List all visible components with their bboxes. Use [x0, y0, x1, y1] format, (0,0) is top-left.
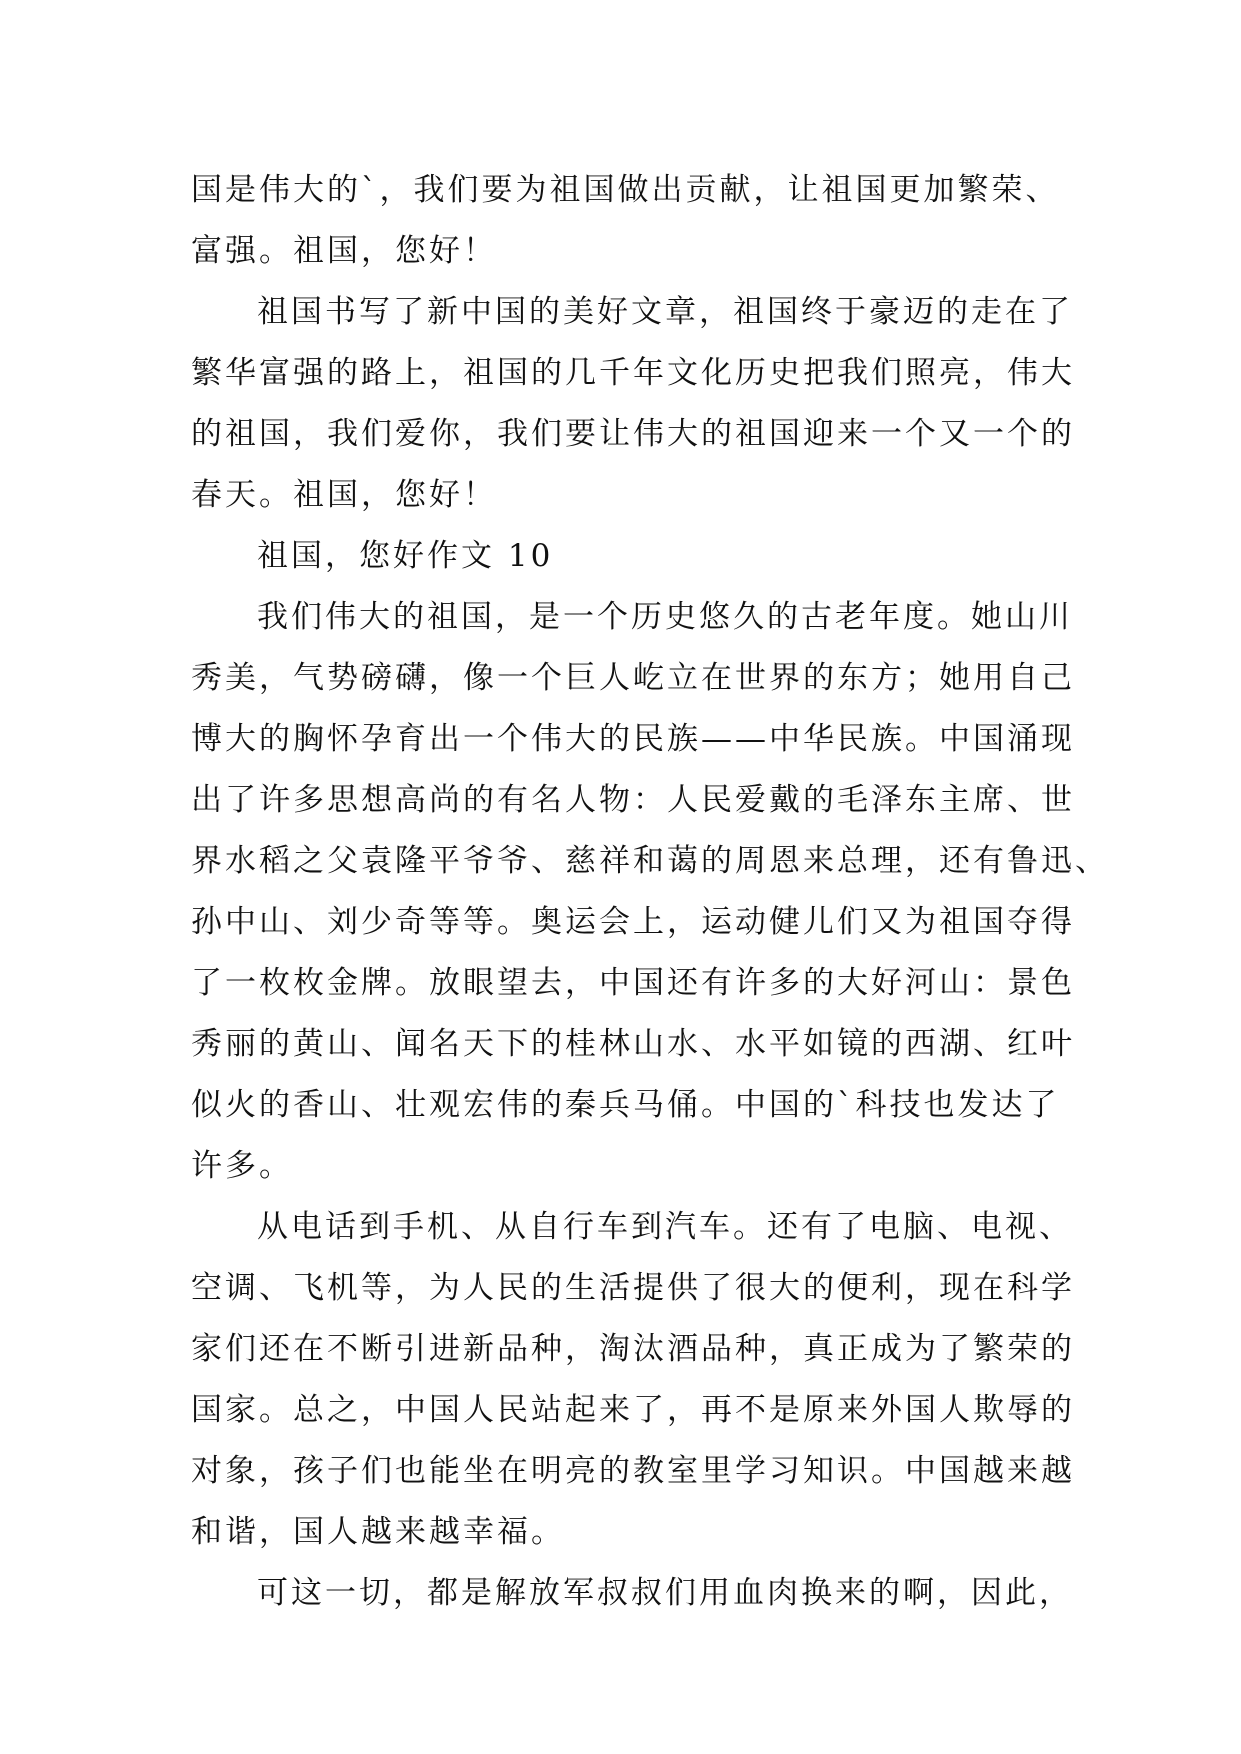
text-line: 似火的香山、壮观宏伟的秦兵马俑。中国的`科技也发达了 — [191, 1087, 1060, 1123]
text-line: 博大的胸怀孕育出一个伟大的民族——中华民族。中国涌现 — [191, 721, 1075, 757]
text-line: 富强。祖国，您好！ — [191, 233, 497, 269]
text-line: 孙中山、刘少奇等等。奥运会上，运动健儿们又为祖国夺得 — [191, 904, 1075, 940]
text-line: 可这一切，都是解放军叔叔们用血肉换来的啊，因此， — [257, 1575, 1073, 1611]
text-line: 家们还在不断引进新品种，淘汰酒品种，真正成为了繁荣的 — [191, 1331, 1075, 1367]
text-line: 从电话到手机、从自行车到汽车。还有了电脑、电视、 — [257, 1209, 1073, 1245]
text-line: 许多。 — [191, 1148, 293, 1184]
text-line: 和谐，国人越来越幸福。 — [191, 1514, 565, 1550]
text-line: 界水稻之父袁隆平爷爷、慈祥和蔼的周恩来总理，还有鲁迅、 — [191, 843, 1109, 879]
text-line: 春天。祖国，您好！ — [191, 477, 497, 513]
text-line: 空调、飞机等，为人民的生活提供了很大的便利，现在科学 — [191, 1270, 1075, 1306]
text-line: 对象，孩子们也能坐在明亮的教室里学习知识。中国越来越 — [191, 1453, 1075, 1489]
text-line: 祖国，您好作文 10 — [257, 538, 554, 574]
text-line: 的祖国，我们爱你，我们要让伟大的祖国迎来一个又一个的 — [191, 416, 1075, 452]
text-line: 国家。总之，中国人民站起来了，再不是原来外国人欺辱的 — [191, 1392, 1075, 1428]
text-line: 我们伟大的祖国，是一个历史悠久的古老年度。她山川 — [257, 599, 1073, 635]
text-line: 繁华富强的路上，祖国的几千年文化历史把我们照亮，伟大 — [191, 355, 1075, 391]
text-line: 秀丽的黄山、闻名天下的桂林山水、水平如镜的西湖、红叶 — [191, 1026, 1075, 1062]
text-line: 出了许多思想高尚的有名人物：人民爱戴的毛泽东主席、世 — [191, 782, 1075, 818]
text-line: 了一枚枚金牌。放眼望去，中国还有许多的大好河山：景色 — [191, 965, 1075, 1001]
document-page — [191, 160, 1109, 1624]
text-line: 国是伟大的`，我们要为祖国做出贡献，让祖国更加繁荣、 — [191, 172, 1060, 208]
text-line: 秀美，气势磅礴，像一个巨人屹立在世界的东方；她用自己 — [191, 660, 1075, 696]
text-line: 祖国书写了新中国的美好文章，祖国终于豪迈的走在了 — [257, 294, 1073, 330]
